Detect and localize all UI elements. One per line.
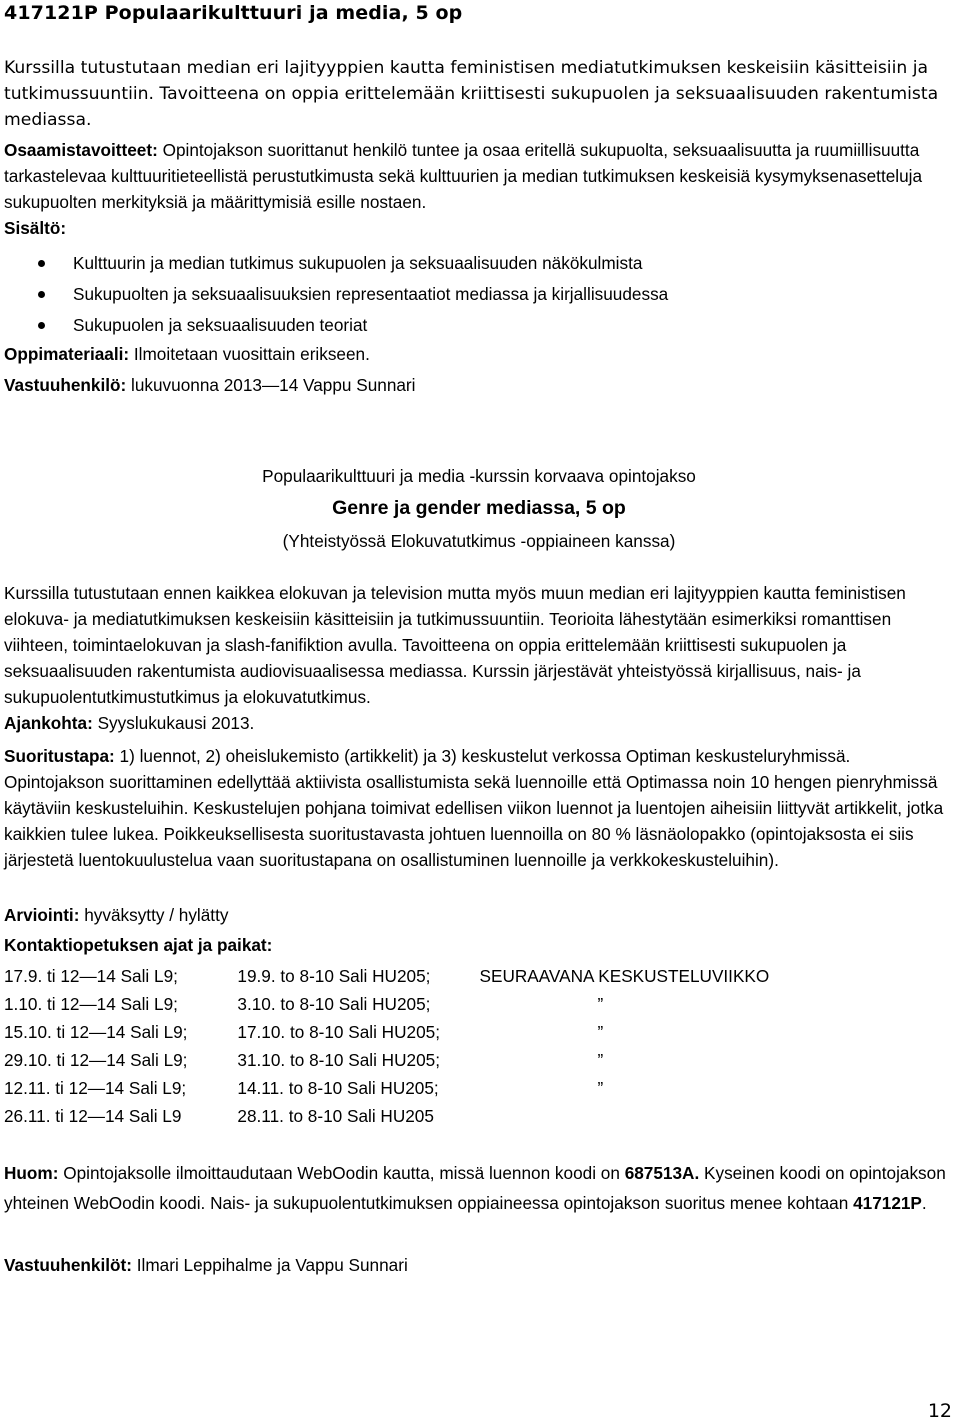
schedule-heading: Kontaktiopetuksen ajat ja paikat: xyxy=(4,935,273,955)
course-title: 417121P Populaarikulttuuri ja media, 5 op xyxy=(4,2,463,24)
course-intro: Kurssilla tutustutaan median eri lajityyppien kautta feministisen mediatutkimuksen keskeisiin käsitteisiin ja tutkimussuuntiin. Tavoitteena on oppia erittelemään kriittisesti sukupuolen ja seksuaalisuuden rakentumista mediassa. xyxy=(4,58,939,130)
session-cell: 19.9. to 8-10 Sali HU205; xyxy=(237,966,431,986)
note-cell: ” xyxy=(597,1050,604,1070)
course2-title: Genre ja gender mediassa, 5 op xyxy=(332,497,626,519)
session-cell: 14.11. to 8-10 Sali HU205; xyxy=(237,1078,439,1098)
learning-objectives xyxy=(4,137,954,215)
course2-description: Kurssilla tutustutaan ennen kaikkea elokuvan ja television mutta myös muun median eri lajityyppien kautta feministisen elokuva- ja mediatutkimuksen keskeisiin käsitteisiin ja tutkimussuuntiin. Teorioita lähestytään esimerkiksi romanttisen viihteen, toimintaelokuvan ja slash-fanifiktion avulla. Tavoitteena on oppia erittelemään kriittisesti sukupuolen ja seksuaalisuuden rakentumista audiovisuaalisessa mediassa. Kurssin järjestävät yhteistyössä kirjallisuus, nais- ja sukupuolentutkimustutkimus ja elokuvatutkimus. xyxy=(4,583,906,707)
table-row xyxy=(4,990,954,1018)
contents-list xyxy=(4,248,668,341)
note-end: . xyxy=(921,1193,927,1213)
course-code: 687513A. xyxy=(624,1163,700,1183)
replacement-subtitle: Populaarikulttuuri ja media -kurssin korvaava opintojakso xyxy=(262,466,696,486)
bullet-icon xyxy=(38,322,45,329)
session-cell: 31.10. to 8-10 Sali HU205; xyxy=(237,1050,440,1070)
course2-responsible xyxy=(4,1252,954,1278)
responsible-text: Ilmari Leppihalme ja Vappu Sunnari xyxy=(131,1255,408,1275)
grading-text: hyväksytty / hylätty xyxy=(79,905,229,925)
schedule-table xyxy=(4,962,954,1130)
table-row xyxy=(4,962,954,990)
page-number: 12 xyxy=(927,1400,952,1422)
table-row xyxy=(4,1046,954,1074)
bullet-icon xyxy=(38,260,45,267)
materials xyxy=(4,341,954,367)
session-cell: 3.10. to 8-10 Sali HU205; xyxy=(237,994,431,1014)
note-cell: ” xyxy=(597,994,604,1014)
contents-label: Sisältö: xyxy=(4,218,67,238)
grading-label: Arviointi: xyxy=(4,905,80,925)
timing xyxy=(4,710,954,736)
list-item: Sukupuolen ja seksuaalisuuden teoriat xyxy=(4,310,668,341)
method-text: 1) luennot, 2) oheislukemisto (artikkelit) ja 3) keskustelut verkossa Optiman keskusteluryhmissä. Opintojakson suorittaminen edellyttää aktiivista osallistumista sekä luennoille että Optimassa noin 10 hengen pienryhmissä käytäviin keskusteluihin. Keskustelujen pohjana toimivat edellisen viikon luennot ja luentojen aiheisiin liittyvät artikkelit, jotka kaikkien tulee lukea. Poikkeuksellisesta suoritustavasta johtuen luennoilla on 80 % läsnäolopakko (opintojaksosta ei siis järjestetä luentokuulustelua vaan suoritustapana on osallistuminen luennoille ja verkkokeskusteluihin). xyxy=(4,746,944,870)
lecture-cell: 29.10. ti 12—14 Sali L9; xyxy=(4,1050,188,1070)
responsible-text: lukuvuonna 2013—14 Vappu Sunnari xyxy=(126,375,416,395)
materials-label: Oppimateriaali: xyxy=(4,344,130,364)
table-row xyxy=(4,1018,954,1046)
note-cell: SEURAAVANA KESKUSTELUVIIKKO xyxy=(479,966,770,986)
note-text-2: Kyseinen koodi on opintojakson yhteinen WebOodin koodi. Nais- ja sukupuolentutkimuksen oppiaineessa opintojakson suoritus menee kohtaan xyxy=(4,1163,946,1213)
lecture-cell: 1.10. ti 12—14 Sali L9; xyxy=(4,994,178,1014)
note-cell xyxy=(480,1102,954,1130)
responsible-person xyxy=(4,372,954,398)
table-row xyxy=(4,1074,954,1102)
method-label: Suoritustapa: xyxy=(4,746,115,766)
lecture-cell: 17.9. ti 12—14 Sali L9; xyxy=(4,966,178,986)
lecture-cell: 12.11. ti 12—14 Sali L9; xyxy=(4,1078,187,1098)
lecture-cell: 15.10. ti 12—14 Sali L9; xyxy=(4,1022,188,1042)
note-cell: ” xyxy=(597,1022,604,1042)
objectives-label: Osaamistavoitteet: xyxy=(4,140,158,160)
responsible-label: Vastuuhenkilö: xyxy=(4,375,127,395)
session-cell: 17.10. to 8-10 Sali HU205; xyxy=(237,1022,440,1042)
enrollment-note xyxy=(4,1158,954,1218)
note-label: Huom: xyxy=(4,1163,59,1183)
timing-text: Syyslukukausi 2013. xyxy=(92,713,255,733)
list-item: Sukupuolten ja seksuaalisuuksien representaatiot mediassa ja kirjallisuudessa xyxy=(4,279,668,310)
grading xyxy=(4,902,954,928)
lecture-cell: 26.11. ti 12—14 Sali L9 xyxy=(4,1106,182,1126)
session-cell: 28.11. to 8-10 Sali HU205 xyxy=(237,1106,434,1126)
target-code: 417121P xyxy=(853,1193,922,1213)
collaboration-note: (Yhteistyössä Elokuvatutkimus -oppiaineen kanssa) xyxy=(282,531,676,551)
responsible-label: Vastuuhenkilöt: xyxy=(4,1255,132,1275)
materials-text: Ilmoitetaan vuosittain erikseen. xyxy=(129,344,370,364)
completion-method xyxy=(4,743,954,873)
note-text: Opintojaksolle ilmoittaudutaan WebOodin kautta, missä luennon koodi on xyxy=(58,1163,625,1183)
bullet-icon xyxy=(38,291,45,298)
list-item: Kulttuurin ja median tutkimus sukupuolen ja seksuaalisuuden näkökulmista xyxy=(4,248,668,279)
table-row xyxy=(4,1102,954,1130)
note-cell: ” xyxy=(597,1078,604,1098)
objectives-text: Opintojakson suorittanut henkilö tuntee ja osaa eritellä sukupuolta, seksuaalisuutta ja ruumiillisuutta tarkastelevaa kulttuuritieteellistä perustutkimusta sekä kulttuurien ja median tutkimuksen keskeisiä kysymyksenasetteluja sukupuolten merkityksiä ja määrittymisiä esille nostaen. xyxy=(4,140,923,212)
timing-label: Ajankohta: xyxy=(4,713,93,733)
